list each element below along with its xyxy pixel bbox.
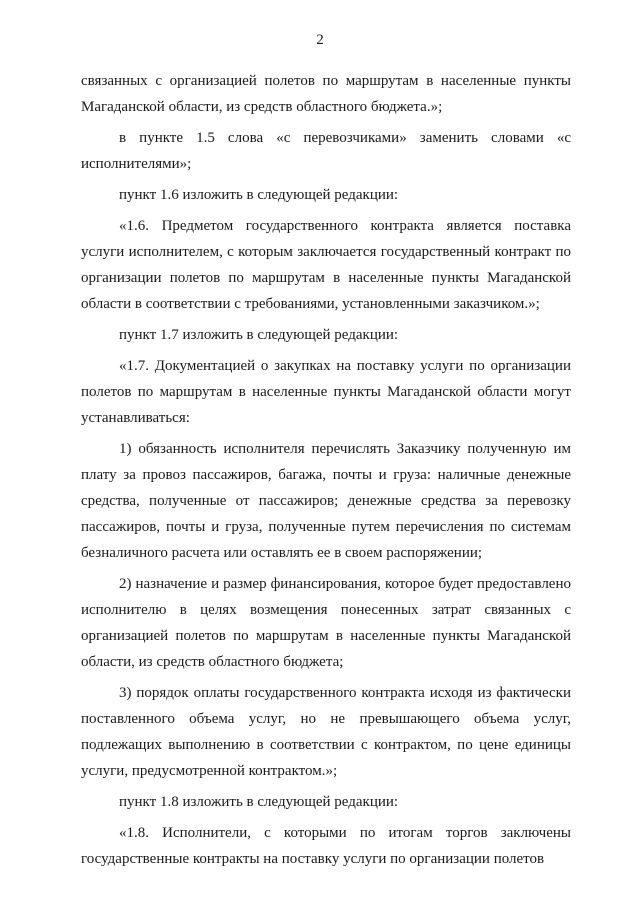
document-body: [81, 68, 571, 877]
paragraph-subitem-1: 1) обязанность исполнителя перечислять Заказчику полученную им плату за провоз пассажиров, багажа, почты и груза: наличные денежные средства, полученные от пассажиров; денежные средства за перевозку пассажиров, почты и груза, полученные путем перечисления по системам безналичного расчета или оставлять ее в своем распоряжении;: [81, 441, 571, 561]
paragraph-subitem-3: 3) порядок оплаты государственного контракта исходя из фактически поставленного объема услуг, но не превышающего объема услуг, подлежащих выполнению в соответствии с контрактом, по цене единицы услуги, предусмотренной контрактом.»;: [81, 685, 571, 779]
paragraph-item-1-6-intro: пункт 1.6 изложить в следующей редакции:: [119, 187, 399, 203]
paragraph-item-1-7-text: «1.7. Документацией о закупках на поставку услуги по организации полетов по маршрутам в населенные пункты Магаданской области могут устанавливаться:: [81, 358, 571, 426]
paragraph-item-1-8-intro: пункт 1.8 изложить в следующей редакции:: [119, 794, 399, 810]
paragraph-item-1-5: в пункте 1.5 слова «с перевозчиками» заменить словами «с исполнителями»;: [81, 130, 571, 172]
paragraph-item-1-6-text: «1.6. Предметом государственного контракта является поставка услуги исполнителем, с которым заключается государственный контракт по организации полетов по маршрутам в населенные пункты Магаданской области в соответствии с требованиями, установленными заказчиком.»;: [81, 218, 571, 312]
paragraph-item-1-8-text: «1.8. Исполнители, с которыми по итогам торгов заключены государственные контракты на поставку услуги по организации полетов: [81, 825, 571, 867]
paragraph-item-1-7-intro: пункт 1.7 изложить в следующей редакции:: [119, 327, 399, 343]
paragraph-continuation: связанных с организацией полетов по маршрутам в населенные пункты Магаданской области, из средств областного бюджета.»;: [81, 73, 571, 115]
paragraph-subitem-2: 2) назначение и размер финансирования, которое будет предоставлено исполнителю в целях возмещения понесенных затрат связанных с организацией полетов по маршрутам в населенные пункты Магаданской области, из средств областного бюджета;: [81, 576, 571, 670]
page-number: 2: [316, 32, 324, 48]
